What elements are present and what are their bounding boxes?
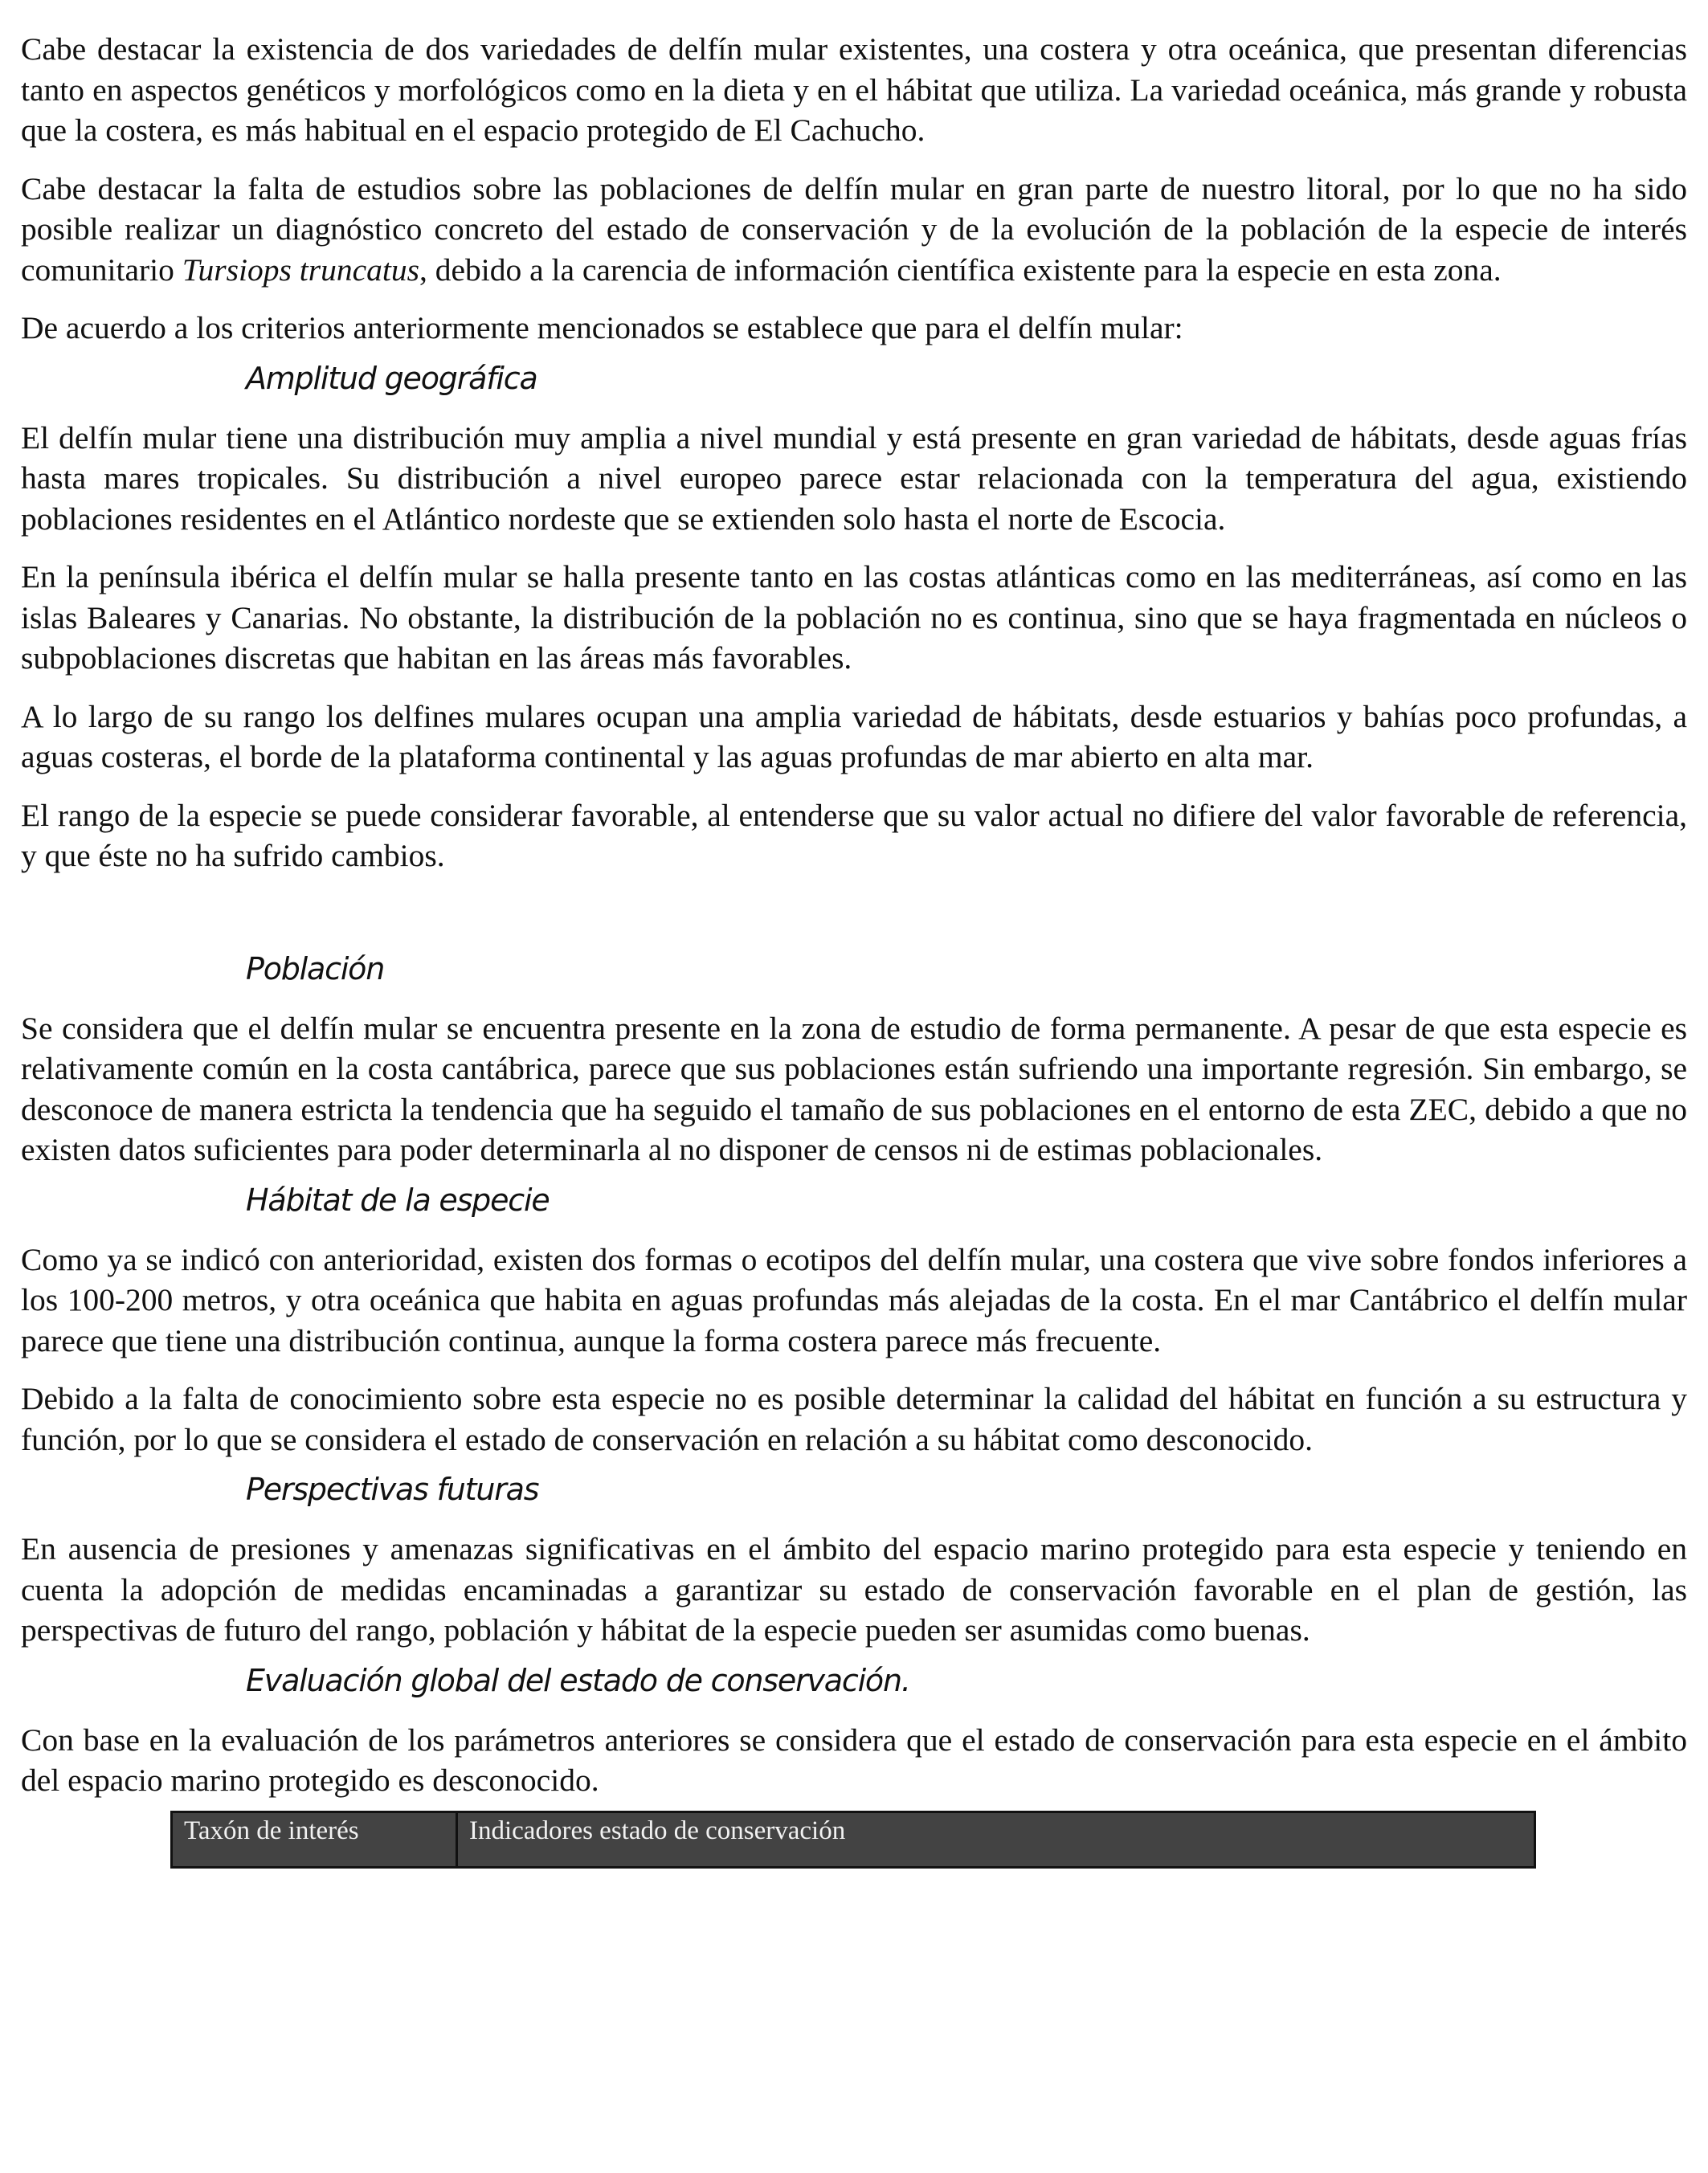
table-header-indicadores: Indicadores estado de conservación <box>469 1816 846 1845</box>
paragraph-peninsula-iberica: En la península ibérica el delfín mular se halla presente tanto en las costas atlánticas como en las mediterráneas, así como en las islas Baleares y Canarias. No obstante, la distribución de la población no es continua, sino que se haya fragmentada en núcleos o subpoblaciones discretas que habitan en las áreas más favorables. <box>21 559 1687 676</box>
heading-habitat-especie: Hábitat de la especie <box>246 1182 550 1218</box>
paragraph-variedades: Cabe destacar la existencia de dos variedades de delfín mular existentes, una costera y otra oceánica, que presentan diferencias tanto en aspectos genéticos y morfológicos como en la dieta y en el hábitat que utiliza. La variedad oceánica, más grande y robusta que la costera, es más habitual en el espacio protegido de El Cachucho. <box>21 31 1687 148</box>
paragraph-rango-habitats: A lo largo de su rango los delfines mulares ocupan una amplia variedad de hábitats, desde estuarios y bahías poco profundas, a aguas costeras, el borde de la plataforma continental y las aguas profundas de mar abierto en alta mar. <box>21 698 1687 774</box>
paragraph-perspectivas: En ausencia de presiones y amenazas significativas en el ámbito del espacio marino protegido para esta especie y teniendo en cuenta la adopción de medidas encaminadas a garantizar su estado de conservación favorable en el plan de gestión, las perspectivas de futuro del rango, población y hábitat de la especie pueden ser asumidas como buenas. <box>21 1531 1687 1648</box>
heading-perspectivas-futuras: Perspectivas futuras <box>246 1472 539 1507</box>
heading-amplitud-geografica: Amplitud geográfica <box>246 360 537 396</box>
indicators-table-wrapper <box>170 1811 1536 1869</box>
paragraph-evaluacion: Con base en la evaluación de los parámetros anteriores se considera que el estado de conservación para esta especie en el ámbito del espacio marino protegido es desconocido. <box>21 1722 1687 1798</box>
table-header-taxon: Taxón de interés <box>172 1812 457 1867</box>
paragraph-poblacion: Se considera que el delfín mular se encuentra presente en la zona de estudio de forma permanente. A pesar de que esta especie es relativamente común en la costa cantábrica, parece que sus poblaciones están sufriendo una importante regresión. Sin embargo, se desconoce de manera estricta la tendencia que ha seguido el tamaño de sus poblaciones en el entorno de esta ZEC, debido a que no existen datos suficientes para poder determinarla al no disponer de censos ni de estimas poblacionales. <box>21 1010 1687 1167</box>
paragraph-rango-favorable: El rango de la especie se puede considerar favorable, al entenderse que su valor actual no difiere del valor favorable de referencia, y que éste no ha sufrido cambios. <box>21 797 1687 873</box>
paragraph-criterios: De acuerdo a los criterios anteriormente mencionados se establece que para el delfín mular: <box>21 310 1183 345</box>
table-header-row <box>172 1812 1535 1867</box>
paragraph-falta-estudios-text-2: , debido a la carencia de información científica existente para la especie en esta zona. <box>419 251 1502 288</box>
document-page <box>21 29 1687 1869</box>
heading-poblacion: Población <box>246 950 385 986</box>
species-name: Tursiops truncatus <box>182 251 419 288</box>
heading-evaluacion-global: Evaluación global del estado de conservación. <box>246 1662 910 1698</box>
paragraph-distribucion-mundial: El delfín mular tiene una distribución muy amplia a nivel mundial y está presente en gran variedad de hábitats, desde aguas frías hasta mares tropicales. Su distribución a nivel europeo parece estar relacionada con la temperatura del agua, existiendo poblaciones residentes en el Atlántico nordeste que se extienden solo hasta el norte de Escocia. <box>21 419 1687 537</box>
paragraph-falta-estudios-text-1: Cabe destacar la falta de estudios sobre las poblaciones de delfín mular en gran parte de nuestro litoral, por lo que no ha sido posible realizar un diagnóstico concreto del estado de conservación y de la evolución de la población de la especie de interés comunitario <box>21 170 1687 288</box>
indicators-table <box>170 1811 1536 1869</box>
paragraph-calidad-habitat: Debido a la falta de conocimiento sobre esta especie no es posible determinar la calidad del hábitat en función a su estructura y función, por lo que se considera el estado de conservación en relación a su hábitat como desconocido. <box>21 1381 1687 1457</box>
paragraph-ecotipos: Como ya se indicó con anterioridad, existen dos formas o ecotipos del delfín mular, una costera que vive sobre fondos inferiores a los 100-200 metros, y otra oceánica que habita en aguas profundas más alejadas de la costa. En el mar Cantábrico el delfín mular parece que tiene una distribución continua, aunque la forma costera parece más frecuente. <box>21 1241 1687 1358</box>
paragraph-falta-estudios <box>21 169 1687 291</box>
